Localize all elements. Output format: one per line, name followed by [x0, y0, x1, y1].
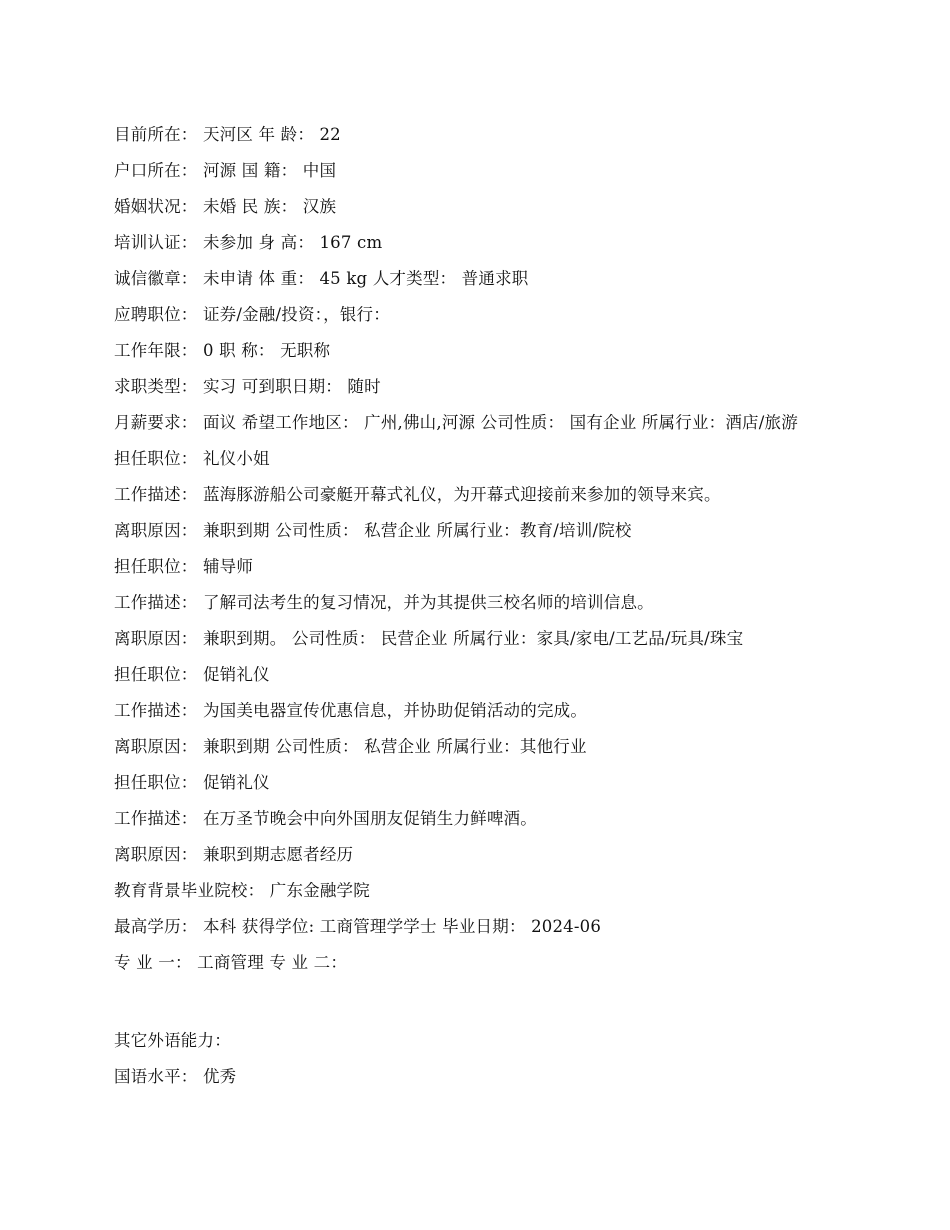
- job-type-line: 求职类型： 实习 可到职日期： 随时: [114, 377, 381, 396]
- section-gap: [114, 988, 814, 1030]
- other-language-line: 其它外语能力：: [114, 1031, 231, 1050]
- mandarin-level-line: 国语水平： 优秀: [114, 1067, 237, 1086]
- job1-position-line: 担任职位： 礼仪小姐: [114, 449, 270, 468]
- current-location-line: 目前所在： 天河区 年 龄： 22: [114, 125, 341, 144]
- education-school-line: 教育背景毕业院校： 广东金融学院: [114, 881, 370, 900]
- marital-status-line: 婚姻状况： 未婚 民 族： 汉族: [114, 197, 337, 216]
- highest-degree-line: 最高学历： 本科 获得学位: 工商管理学学士 毕业日期： 2024-06: [114, 917, 602, 936]
- major-line: 专 业 一： 工商管理 专 业 二：: [114, 953, 348, 972]
- job4-leave-reason-line: 离职原因： 兼职到期志愿者经历: [114, 845, 354, 864]
- training-cert-line: 培训认证： 未参加 身 高： 167 cm: [114, 233, 383, 252]
- job3-description-line: 工作描述： 为国美电器宣传优惠信息，并协助促销活动的完成。: [114, 701, 588, 720]
- job1-leave-reason-line: 离职原因： 兼职到期 公司性质： 私营企业 所属行业：教育/培训/院校: [114, 521, 632, 540]
- job3-leave-reason-line: 离职原因： 兼职到期 公司性质： 私营企业 所属行业：其他行业: [114, 737, 587, 756]
- work-years-line: 工作年限： 0 职 称： 无职称: [114, 341, 331, 360]
- job3-position-line: 担任职位： 促销礼仪: [114, 665, 270, 684]
- job2-description-line: 工作描述： 了解司法考生的复习情况，并为其提供三校名师的培训信息。: [114, 593, 654, 612]
- job4-position-line: 担任职位： 促销礼仪: [114, 773, 270, 792]
- job1-description-line: 工作描述： 蓝海豚游船公司豪艇开幕式礼仪，为开幕式迎接前来参加的领导来宾。: [114, 485, 721, 504]
- resume-content: [114, 124, 814, 1102]
- job4-description-line: 工作描述： 在万圣节晚会中向外国朋友促销生力鲜啤酒。: [114, 809, 537, 828]
- hukou-line: 户口所在： 河源 国 籍： 中国: [114, 161, 337, 180]
- job2-leave-reason-line: 离职原因： 兼职到期。 公司性质： 民营企业 所属行业：家具/家电/工艺品/玩具/珠宝: [114, 629, 744, 648]
- integrity-badge-line: 诚信徽章： 未申请 体 重： 45 kg 人才类型： 普通求职: [114, 269, 529, 288]
- job2-position-line: 担任职位： 辅导师: [114, 557, 254, 576]
- salary-requirement-line: 月薪要求： 面议 希望工作地区： 广州,佛山,河源 公司性质： 国有企业 所属行业：酒店/旅游: [114, 413, 798, 432]
- applied-position-line: 应聘职位： 证券/金融/投资：，银行：: [114, 305, 390, 324]
